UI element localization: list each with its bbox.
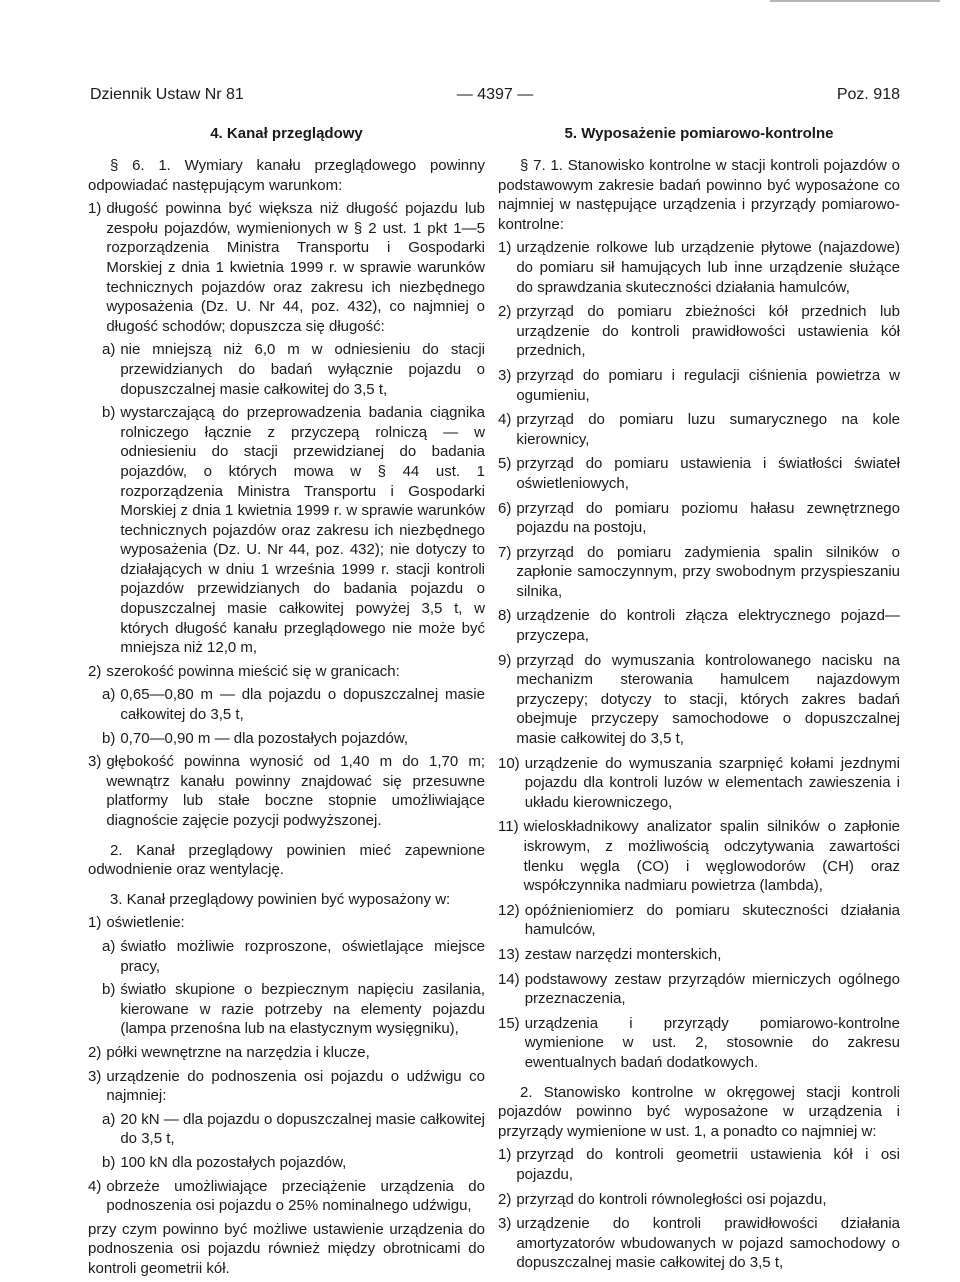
- item-number: 4): [88, 1177, 102, 1195]
- item-number: b): [102, 404, 116, 422]
- list-item: [498, 1145, 900, 1184]
- list-item: [88, 1177, 485, 1216]
- item-text: wystarczającą do przeprowadzenia badania ciągnika rolniczego łącznie z przyczepą rolniczą — w odniesieniu do stacji przewidzianej do badania pojazdów, o których mowa w § 44 ust. 1 rozporządzenia Ministra Transportu i Gospodarki Morskiej z dnia 1 kwietnia 1999 r. w sprawie warunków technicznych pojazdów oraz zakresu ich niezbędnego wyposażenia (Dz. U. Nr 44, poz. 432); nie dotyczy to działających w dniu 1 września 1999 r. stacji kontroli pojazdów przewidzianych do badania pojazdu o dopuszczalnej masie całkowitej powyżej 3,5 t, w których długość kanału przeglądowego nie może być mniejsza niż 12,0 m,: [120, 404, 485, 657]
- left-column: [88, 124, 485, 1282]
- item-text: wieloskładnikowy analizator spalin silników o zapłonie iskrowym, z możliwością odczytywania zawartości tlenku węgla (CO) i węglowodorów (CH) oraz współczynnika nadmiaru powietrza (lambda),: [523, 818, 900, 895]
- list-item: [498, 1014, 900, 1073]
- item-text: przyrząd do pomiaru i regulacji ciśnienia powietrza w ogumieniu,: [516, 366, 900, 404]
- item-text: przyrząd do pomiaru zadymienia spalin silników o zapłonie samoczynnym, przy swobodnym przyspieszaniu silnika,: [516, 543, 900, 600]
- item-text: urządzenie do podnoszenia osi pojazdu o udźwigu co najmniej:: [106, 1067, 485, 1105]
- list-item: [498, 651, 900, 749]
- item-text: zestaw narzędzi monterskich,: [524, 945, 722, 963]
- list-item: [88, 752, 485, 830]
- paragraph: § 7. 1. Stanowisko kontrolne w stacji kontroli pojazdów o podstawowym zakresie badań powinno być wyposażone co najmniej w następujące urządzenia i przyrządy pomiarowo-kontrolne:: [498, 157, 900, 233]
- item-number: 1): [88, 914, 102, 932]
- list-item: [498, 366, 900, 405]
- item-text: opóźnieniomierz do pomiaru skuteczności działania hamulców,: [524, 901, 900, 939]
- list-item: [88, 913, 485, 933]
- right-column: [498, 124, 900, 1278]
- top-edge-line: [770, 0, 940, 2]
- list-item: [498, 238, 900, 297]
- list-item: [498, 606, 900, 645]
- paragraph: 3. Kanał przeglądowy powinien być wyposażony w:: [110, 890, 451, 908]
- item-number: 13): [498, 945, 520, 963]
- item-text: przyrząd do pomiaru luzu sumarycznego na kole kierownicy,: [516, 411, 900, 448]
- item-number: 15): [498, 1014, 520, 1032]
- list-item: [498, 454, 900, 493]
- item-number: a): [102, 686, 116, 704]
- item-number: b): [102, 729, 116, 747]
- page-header: [90, 86, 900, 110]
- item-number: 8): [498, 607, 512, 625]
- item-number: 1): [88, 200, 102, 218]
- item-number: b): [102, 1153, 116, 1171]
- item-text: urządzenia i przyrządy pomiarowo-kontrolne wymienione w ust. 2, stosownie do zakresu ewentualnych badań dodatkowych.: [524, 1014, 900, 1071]
- item-text: światło skupione o bezpiecznym napięciu zasilania, kierowane w razie potrzeby na elementy pojazdu (lampa przenośna lub na elastycznym wysięgniku),: [120, 981, 485, 1038]
- item-number: 1): [498, 1146, 512, 1164]
- list-item: [498, 1214, 900, 1273]
- item-text: urządzenie do wymuszania szarpnięć kołami jezdnymi pojazdu dla kontroli luzów w elementach zawieszenia i układu kierowniczego,: [524, 754, 900, 811]
- item-number: 3): [498, 366, 512, 384]
- list-item: [88, 1067, 485, 1106]
- item-text: 0,65—0,80 m — dla pojazdu o dopuszczalnej masie całkowitej do 3,5 t,: [120, 686, 485, 724]
- list-subitem: [102, 340, 485, 399]
- item-text: nie mniejszą niż 6,0 m w odniesieniu do stacji przewidzianych do badań wyłącznie pojazdu o dopuszczalnej masie całkowitej do 3,5 t,: [120, 341, 485, 398]
- item-number: 9): [498, 651, 512, 669]
- item-text: oświetlenie:: [106, 914, 185, 932]
- list-item: [498, 1190, 900, 1210]
- list-subitem: [102, 729, 485, 749]
- item-number: 4): [498, 411, 512, 429]
- section-heading: 4. Kanał przeglądowy: [210, 125, 363, 142]
- paragraph: przy czym powinno być możliwe ustawienie urządzenia do podnoszenia osi pojazdu również między obrotnicami do kontroli geometrii kół.: [88, 1220, 485, 1277]
- position-number: Poz. 918: [836, 86, 900, 103]
- journal-title: Dziennik Ustaw Nr 81: [90, 86, 244, 103]
- item-text: przyrząd do kontroli równoległości osi pojazdu,: [516, 1190, 827, 1208]
- item-text: długość powinna być większa niż długość pojazdu lub zespołu pojazdów, wymienionych w § 2 ust. 1 pkt 1—5 rozporządzenia Ministra Transportu i Gospodarki Morskiej z dnia 1 kwietnia 1999 r. w sprawie warunków technicznych pojazdów oraz zakresu ich niezbędnego wyposażenia (Dz. U. Nr 44, poz. 432), co najmniej o długość schodów; dopuszcza się długość:: [106, 200, 485, 335]
- paragraph: 2. Stanowisko kontrolne w okręgowej stacji kontroli pojazdów powinno być wyposażone w urządzenia i przyrządy wymienione w ust. 1, a ponadto co najmniej w:: [498, 1083, 900, 1140]
- item-text: przyrząd do kontroli geometrii ustawienia kół i osi pojazdu,: [516, 1146, 900, 1183]
- paragraph: § 6. 1. Wymiary kanału przeglądowego powinny odpowiadać następującym warunkom:: [88, 157, 485, 194]
- list-item: [498, 410, 900, 449]
- item-number: 10): [498, 754, 520, 772]
- item-text: głębokość powinna wynosić od 1,40 m do 1,70 m; wewnątrz kanału powinny znajdować się przesuwne platformy lub stałe boczne stopnie umożliwiające diagnoście zajęcie pozycji podwyższonej.: [106, 753, 485, 829]
- item-number: 14): [498, 970, 520, 988]
- list-subitem: [102, 1110, 485, 1149]
- section-heading: 5. Wyposażenie pomiarowo-kontrolne: [564, 125, 834, 142]
- list-item: [498, 970, 900, 1009]
- list-subitem: [102, 1153, 485, 1173]
- item-text: przyrząd do pomiaru ustawienia i światłości świateł oświetleniowych,: [516, 455, 900, 492]
- paragraph: 2. Kanał przeglądowy powinien mieć zapewnione odwodnienie oraz wentylację.: [88, 841, 485, 879]
- list-item: [498, 754, 900, 813]
- list-item: [88, 1043, 485, 1063]
- item-number: a): [102, 1110, 116, 1128]
- page-number: — 4397 —: [456, 86, 534, 103]
- list-item: [498, 499, 900, 538]
- item-number: 3): [88, 1067, 102, 1085]
- list-subitem: [102, 403, 485, 658]
- item-text: urządzenie do kontroli prawidłowości działania amortyzatorów wbudowanych w pojazd samochodowy o dopuszczalnej masie całkowitej do 3,5 t,: [516, 1215, 900, 1272]
- item-text: obrzeże umożliwiające przeciążenie urządzenia do podnoszenia osi pojazdu o 25% nominalnego udźwigu,: [106, 1177, 485, 1215]
- item-text: urządzenie rolkowe lub urządzenie płytowe (najazdowe) do pomiaru sił hamujących lub inne urządzenie służące do sprawdzania skuteczności działania hamulców,: [516, 239, 900, 296]
- list-item: [88, 662, 485, 682]
- item-number: 12): [498, 901, 520, 919]
- list-subitem: [102, 685, 485, 724]
- item-text: przyrząd do pomiaru zbieżności kół przednich lub urządzenie do kontroli prawidłowości ustawienia kół przednich,: [516, 303, 900, 360]
- item-number: 1): [498, 239, 512, 257]
- item-number: 2): [498, 1190, 512, 1208]
- item-text: półki wewnętrzne na narzędzia i klucze,: [106, 1043, 370, 1061]
- list-subitem: [102, 980, 485, 1039]
- item-number: 6): [498, 499, 512, 517]
- item-text: światło możliwie rozproszone, oświetlające miejsce pracy,: [120, 937, 485, 975]
- item-number: a): [102, 341, 116, 359]
- item-number: b): [102, 981, 116, 999]
- list-item: [88, 199, 485, 336]
- item-number: a): [102, 937, 116, 955]
- list-item: [498, 817, 900, 895]
- list-subitem: [102, 937, 485, 976]
- item-text: 20 kN — dla pojazdu o dopuszczalnej masie całkowitej do 3,5 t,: [120, 1110, 485, 1148]
- item-text: szerokość powinna mieścić się w granicach:: [106, 662, 400, 680]
- item-number: 3): [88, 753, 102, 771]
- item-number: 2): [88, 1043, 102, 1061]
- item-number: 3): [498, 1215, 512, 1233]
- list-item: [498, 901, 900, 940]
- item-text: 0,70—0,90 m — dla pozostałych pojazdów,: [120, 729, 409, 747]
- item-text: przyrząd do pomiaru poziomu hałasu zewnętrznego pojazdu na postoju,: [516, 499, 900, 537]
- item-number: 2): [498, 303, 512, 321]
- item-number: 11): [498, 818, 519, 836]
- item-number: 2): [88, 662, 102, 680]
- item-text: 100 kN dla pozostałych pojazdów,: [120, 1153, 347, 1171]
- item-text: urządzenie do kontroli złącza elektrycznego pojazd—przyczepa,: [516, 607, 900, 645]
- item-number: 7): [498, 543, 512, 561]
- list-item: [498, 945, 900, 965]
- item-text: podstawowy zestaw przyrządów mierniczych ogólnego przeznaczenia,: [524, 970, 900, 1008]
- item-number: 5): [498, 455, 512, 473]
- item-text: przyrząd do wymuszania kontrolowanego nacisku na mechanizm sterowania hamulcem najazdowym przyczepy; dotyczy to stacji, których zakres badań obejmuje przyczepy samochodowe o dopuszczalnej masie całkowitej do 3,5 t,: [516, 651, 900, 748]
- list-item: [498, 302, 900, 361]
- list-item: [498, 543, 900, 602]
